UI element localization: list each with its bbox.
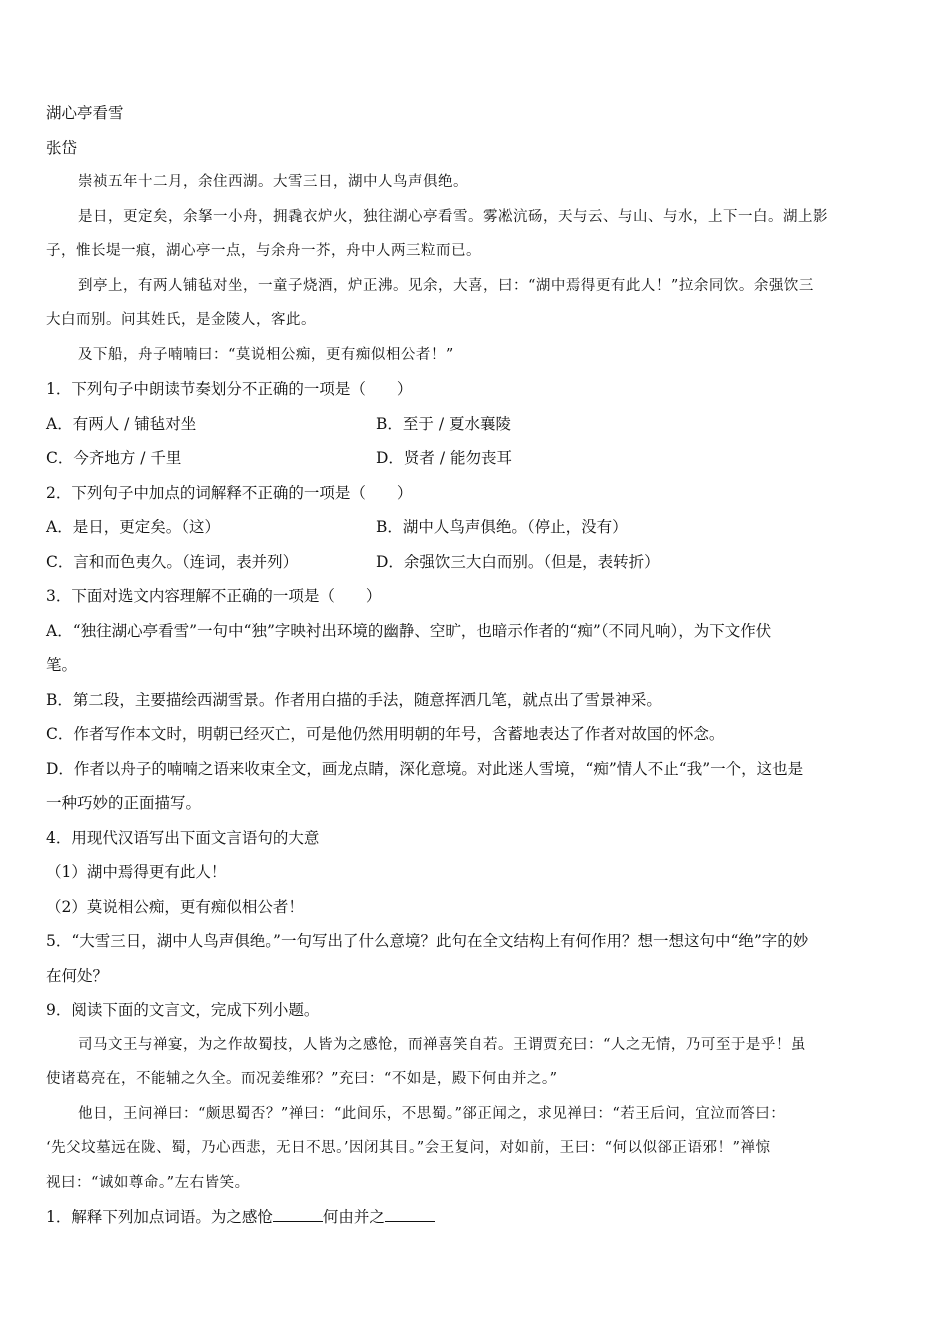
question-3-option-d-line-1: D．作者以舟子的喃喃之语来收束全文，画龙点睛，深化意境。对此迷人雪境，“痴”情人不止“我”一个，这也是: [46, 759, 804, 778]
passage2-paragraph-1-line-2: 使诸葛亮在，不能辅之久全。而况姜维邪？”充曰：“不如是，殿下何由并之。”: [46, 1071, 558, 1087]
question-2-stem: 2．下列句子中加点的词解释不正确的一项是（ ）: [46, 483, 413, 502]
passage2-paragraph-2-line-3: 视曰：“诚如尊命。”左右皆笑。: [46, 1174, 250, 1191]
passage1-paragraph-2-line-2: 子，惟长堤一痕，湖心亭一点，与余舟一芥，舟中人两三粒而已。: [46, 243, 481, 259]
question-1-option-d: D．贤者 / 能勿丧耳: [376, 449, 513, 467]
question-1-stem: 1．下列句子中朗读节奏划分不正确的一项是（ ）: [46, 380, 413, 398]
passage2-paragraph-1-line-1: 司马文王与禅宴，为之作故蜀技，人皆为之感怆，而禅喜笑自若。王谓贾充曰：“人之无情，乃可至于是乎！虽: [78, 1036, 806, 1053]
question-1-option-b: B．至于 / 夏水襄陵: [376, 414, 511, 433]
question-2-option-b: B．湖中人鸟声俱绝。（停止，没有）: [376, 518, 628, 536]
passage2-paragraph-2-line-2: ‘先父坟墓远在陇、蜀，乃心西悲，无日不思。’因闭其目。”会王复问，对如前，王曰：“何以似郤正语邪！”禅惊: [46, 1140, 771, 1156]
question-2-options-row-1: [46, 510, 908, 545]
sub-question-1-text-2: 何由并之: [322, 1208, 385, 1226]
author: 张岱: [46, 138, 78, 157]
passage1-paragraph-4: 及下船，舟子喃喃曰：“莫说相公痴，更有痴似相公者！”: [78, 346, 454, 363]
question-3-option-a-line-2: 笔。: [46, 656, 78, 674]
question-3-option-d-line-2: 一种巧妙的正面描写。: [46, 794, 202, 812]
answer-blank-2[interactable]: [385, 1203, 435, 1222]
question-1-option-c: C．今齐地方 / 千里: [46, 449, 182, 467]
question-5-line-2: 在何处？: [46, 966, 109, 985]
passage1-paragraph-2-line-1: 是日，更定矣，余拏一小舟，拥毳衣炉火，独往湖心亭看雪。雾凇沆砀，天与云、与山、与水，上下一白。湖上影: [78, 208, 828, 225]
question-3-stem: 3．下面对选文内容理解不正确的一项是（ ）: [46, 587, 382, 605]
question-2-option-d: D．余强饮三大白而别。（但是，表转折）: [376, 552, 660, 571]
question-3-option-c: C．作者写作本文时，明朝已经灭亡，可是他仍然用明朝的年号，含蓄地表达了作者对故国的怀念。: [46, 725, 725, 743]
passage1-paragraph-3-line-2: 大白而别。问其姓氏，是金陵人，客此。: [46, 312, 316, 328]
question-3-option-a-line-1: A．“独往湖心亭看雪”一句中“独”字映衬出环境的幽静、空旷，也暗示作者的“痴”（不同凡响），为下文作伏: [46, 621, 772, 640]
question-1-options-row-2: [46, 441, 908, 476]
question-4-stem: 4．用现代汉语写出下面文言语句的大意: [46, 828, 320, 847]
question-1-option-a: A．有两人 / 铺毡对坐: [46, 414, 197, 433]
passage1-paragraph-3-line-1: 到亭上，有两人铺毡对坐，一童子烧酒，炉正沸。见余，大喜，曰：“湖中焉得更有此人！”拉余同饮。余强饮三: [78, 277, 814, 294]
sub-question-1: [46, 1200, 908, 1235]
question-4-sentence-1: （1）湖中焉得更有此人！: [46, 863, 227, 881]
question-4-sentence-2: （2）莫说相公痴，更有痴似相公者！: [46, 897, 304, 916]
question-5-line-1: 5．“大雪三日，湖中人鸟声俱绝。”一句写出了什么意境？此句在全文结构上有何作用？想一想这句中“绝”字的妙: [46, 932, 809, 950]
question-3-option-b: B．第二段，主要描绘西湖雪景。作者用白描的手法，随意挥洒几笔，就点出了雪景神采。: [46, 690, 662, 709]
question-2-options-row-2: [46, 545, 908, 580]
question-1-options-row-1: [46, 407, 908, 442]
document-page: [46, 96, 908, 1235]
question-2-option-a: A．是日，更定矣。（这）: [46, 518, 220, 536]
question-2-option-c: C．言和而色夷久。（连词，表并列）: [46, 552, 299, 571]
question-9-stem: 9．阅读下面的文言文，完成下列小题。: [46, 1001, 320, 1019]
poem-title: 湖心亭看雪: [46, 104, 124, 122]
answer-blank-1[interactable]: [273, 1203, 323, 1222]
passage2-paragraph-2-line-1: 他日，王问禅曰：“颇思蜀否？”禅曰：“此间乐，不思蜀。”郤正闻之，求见禅曰：“若王后问，宜泣而答曰：: [78, 1105, 786, 1122]
sub-question-1-text: 1．解释下列加点词语。为之感怆: [46, 1208, 273, 1226]
passage1-paragraph-1: 崇祯五年十二月，余住西湖。大雪三日，湖中人鸟声俱绝。: [78, 174, 468, 190]
